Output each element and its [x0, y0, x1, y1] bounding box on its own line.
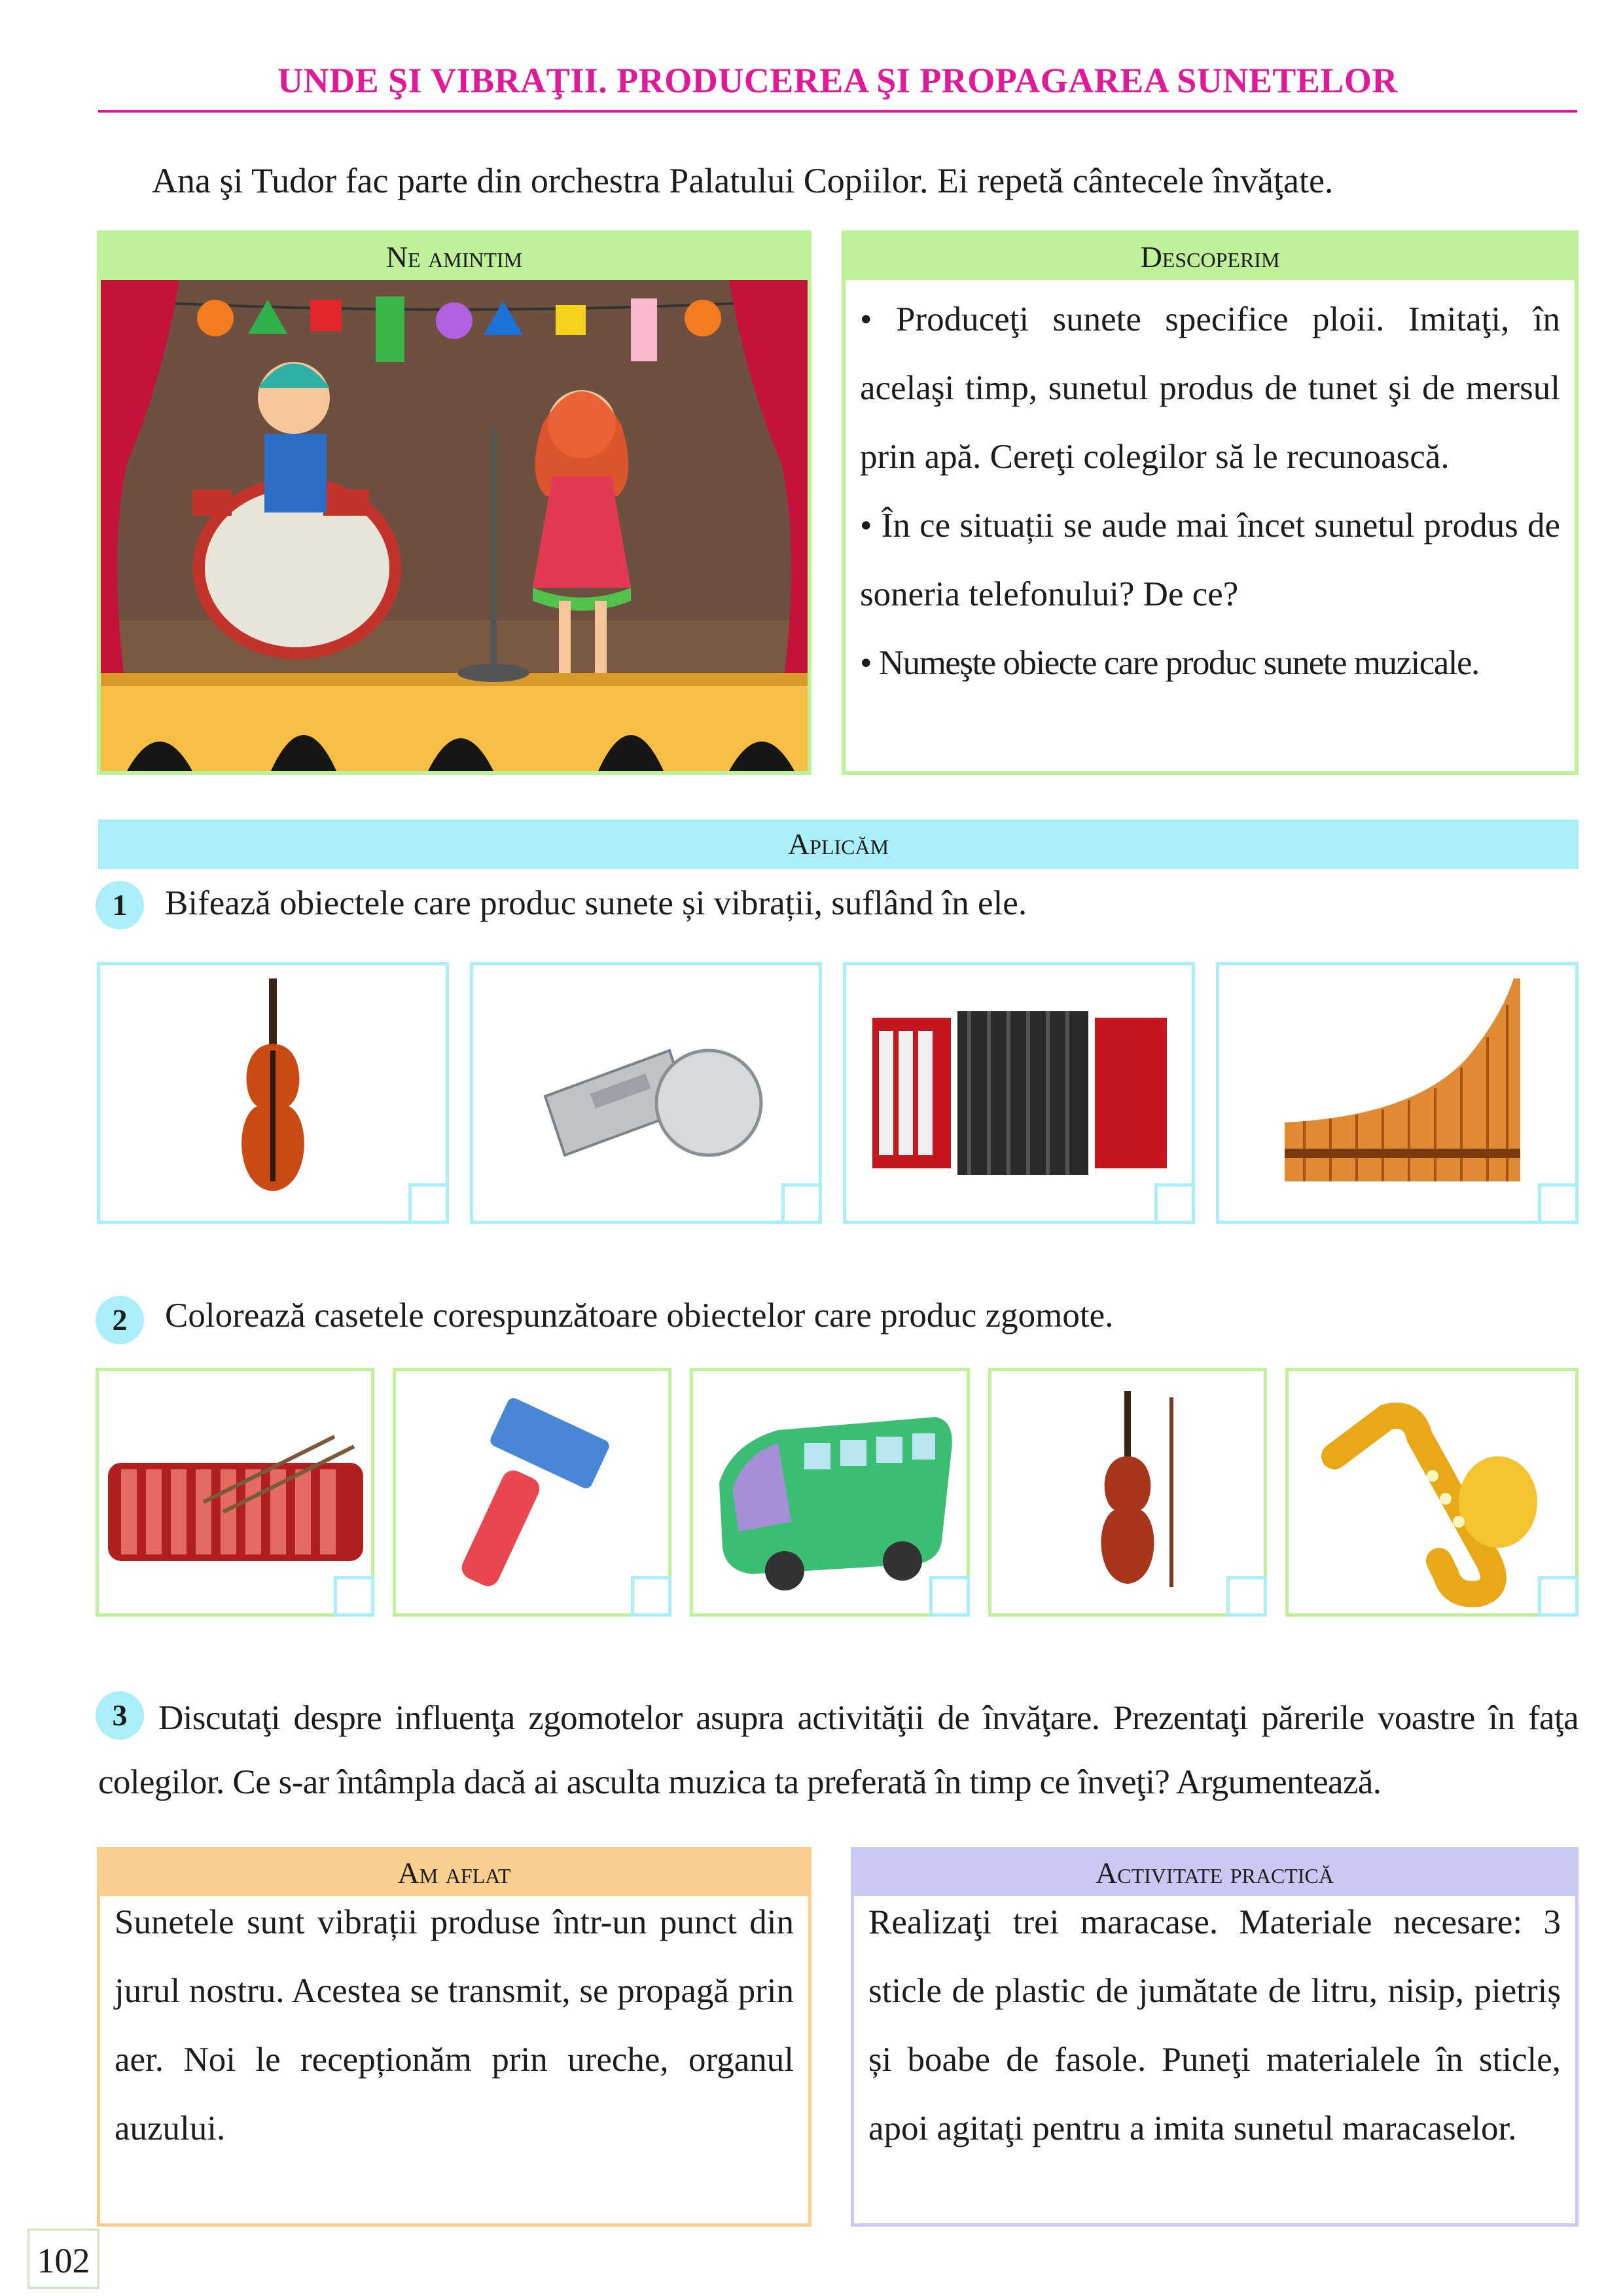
saxophone-card [1285, 1368, 1578, 1617]
xylophone-image [99, 1371, 371, 1613]
violin-image [100, 965, 446, 1221]
violin-bow-card [988, 1368, 1267, 1617]
bus-card [690, 1368, 970, 1617]
accordion-image [846, 965, 1192, 1221]
panflute-checkbox[interactable] [1538, 1183, 1578, 1224]
aplicam-header: Aplicăm [98, 819, 1578, 869]
xylophone-card [96, 1368, 374, 1617]
exercise-2-text: Colorează casetele corespunzătoare obiectelor care produc zgomote. [165, 1297, 1114, 1335]
page-number: 102 [27, 2229, 99, 2289]
exercise-3-text: Discutaţi despre influenţa zgomotelor asupra activităţii de învăţare. Prezentaţi părerile voastre în faţa colegilor. Ce s-ar întâmpla dacă ai asculta muzica ta preferată în timp ce înveţi? Argumentează. [98, 1699, 1578, 1801]
whistle-checkbox[interactable] [781, 1183, 822, 1224]
exercise-3-number: 3 [96, 1691, 144, 1740]
descoperim-item: • Numeşte obiecte care produc sunete muzicale. [860, 644, 1479, 682]
whistle-image [473, 965, 819, 1221]
hammer-card [393, 1368, 671, 1617]
hammer-image [396, 1371, 668, 1613]
activitate-box [851, 1847, 1578, 2227]
concert-illustration [101, 280, 808, 771]
ne-amintim-box [97, 230, 812, 775]
descoperim-header: Descoperim [846, 234, 1575, 280]
violin-bow-checkbox[interactable] [1226, 1576, 1267, 1617]
violin-checkbox[interactable] [408, 1183, 449, 1224]
exercise-1-text: Bifează obiectele care produc sunete și vibrații, suflând în ele. [165, 884, 1027, 922]
violin-card [97, 962, 449, 1224]
descoperim-item: • În ce situații se aude mai încet sunetul produs de soneria telefonului? De ce? [860, 507, 1560, 613]
am-aflat-text: Sunetele sunt vibrații produse într-un punct din jurul nostru. Acestea se transmit, se propagă prin aer. Noi le recepționăm prin ureche, organul auzului. [115, 1903, 794, 2147]
panflute-image [1219, 965, 1575, 1221]
hammer-checkbox[interactable] [631, 1576, 671, 1617]
panflute-card [1216, 962, 1578, 1224]
accordion-checkbox[interactable] [1154, 1183, 1195, 1224]
am-aflat-box [97, 1847, 812, 2227]
am-aflat-header: Am aflat [100, 1850, 808, 1896]
ne-amintim-header: Ne amintim [101, 234, 808, 280]
bus-checkbox[interactable] [929, 1576, 970, 1617]
violin-bow-image [991, 1371, 1264, 1613]
descoperim-box [842, 230, 1578, 775]
intro-text: Ana şi Tudor fac parte din orchestra Palatului Copiilor. Ei repetă cântecele învăţate. [152, 161, 1334, 200]
activitate-header: Activitate practică [854, 1850, 1575, 1896]
exercise-2-number: 2 [96, 1296, 144, 1344]
bus-image [693, 1371, 967, 1613]
saxophone-checkbox[interactable] [1538, 1576, 1578, 1617]
whistle-card [470, 962, 822, 1224]
exercise-1-number: 1 [96, 881, 144, 929]
saxophone-image [1289, 1371, 1575, 1613]
descoperim-item: • Produceţi sunete specifice ploii. Imitaţi, în acelaşi timp, sunetul produs de tunet şi de mersul prin apă. Cereţi colegilor să le recunoască. [860, 300, 1560, 476]
activitate-text: Realizaţi trei maracase. Materiale necesare: 3 sticle de plastic de jumătate de litru, nisip, pietriș și boabe de fasole. Puneţi materialele în sticle, apoi agitaţi pentru a imita sunetul maracaselor. [868, 1903, 1561, 2147]
xylophone-checkbox[interactable] [334, 1576, 374, 1617]
accordion-card [843, 962, 1195, 1224]
page-title: UNDE ŞI VIBRAŢII. PRODUCEREA ŞI PROPAGAREA SUNETELOR [277, 61, 1398, 100]
title-underline [98, 110, 1577, 113]
